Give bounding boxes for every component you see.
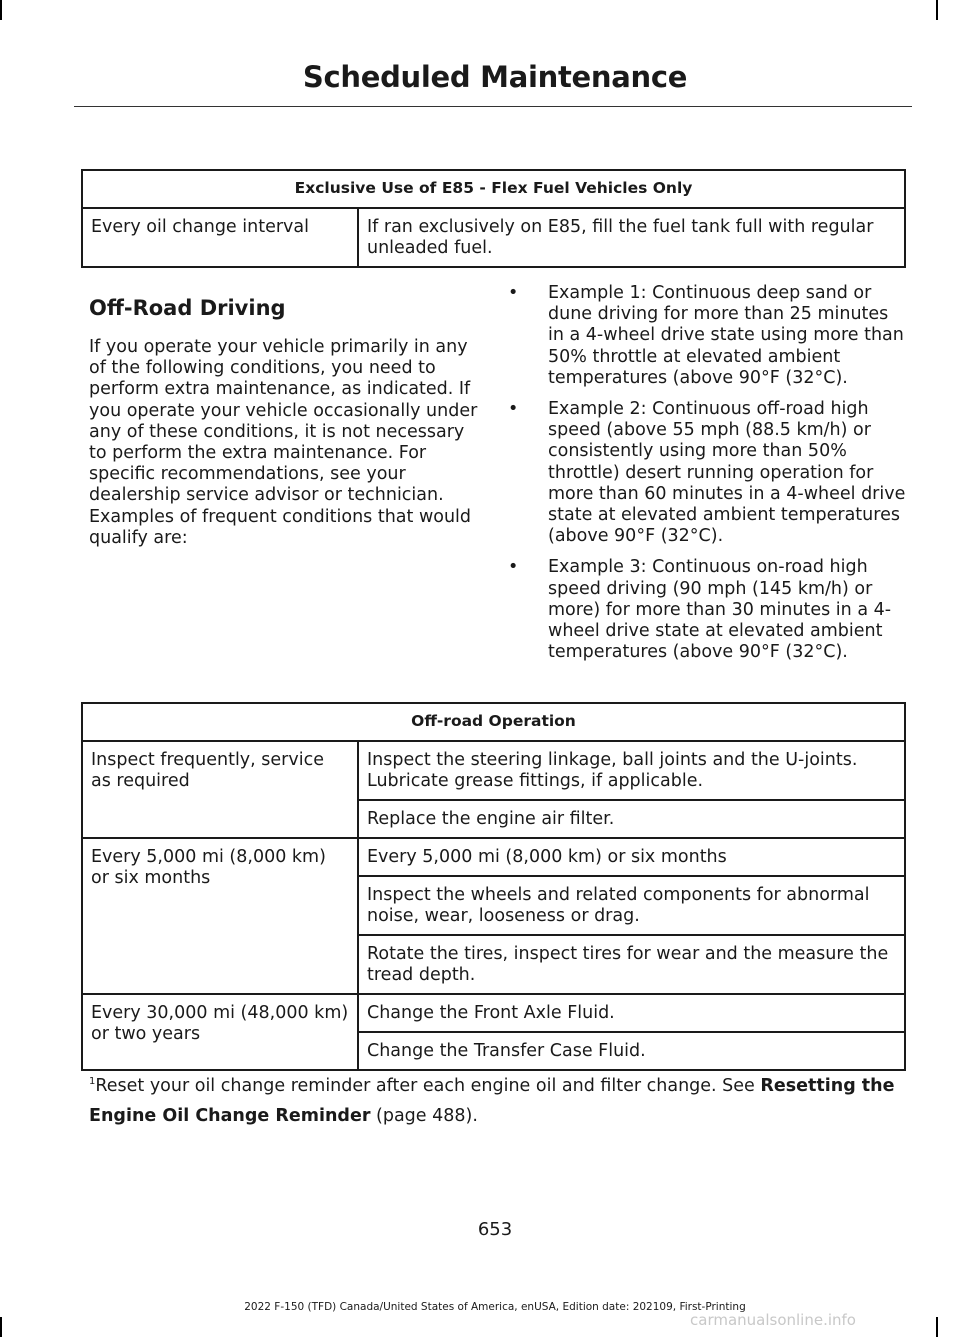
example-text: Example 2: Continuous off-road high speed (above 55 mph (88.5 km/h) or consistently using more than 50% throttle) desert running operation for more than 60 minutes in a 4-wheel drive state at elevated ambient temperatures (above 90°F (32°C). [548,399,906,547]
section-heading: Off-Road Driving [89,296,286,320]
action-cell: Change the Front Axle Fluid. [358,994,905,1032]
table-row [82,741,905,800]
action-cell: Rotate the tires, inspect tires for wear and the measure the tread depth. [358,935,905,994]
interval-cell: Every oil change interval [82,208,358,267]
action-cell: Inspect the wheels and related components for abnormal noise, wear, looseness or drag. [358,876,905,935]
crop-mark [0,0,2,20]
list-item [508,557,908,663]
list-item [508,399,908,547]
footnote-text: Reset your oil change reminder after each engine oil and filter change. See [95,1076,761,1096]
e85-table-caption: Exclusive Use of E85 - Flex Fuel Vehicles Only [82,170,905,208]
footnote-link[interactable]: Resetting the Engine Oil Change Reminder [89,1076,895,1126]
header-divider [74,106,912,107]
footer-edition: 2022 F-150 (TFD) Canada/United States of America, enUSA, Edition date: 202109, First-Printing [244,1301,746,1313]
table-row [82,208,905,267]
offroad-table [81,702,906,1071]
table-row [82,838,905,876]
page-number: 653 [477,1219,513,1240]
example-text: Example 3: Continuous on-road high speed driving (90 mph (145 km/h) or more) for more than 30 minutes in a 4-wheel drive state at elevated ambient temperatures (above 90°F (32°C). [548,557,892,663]
watermark: carmanualsonline.info [690,1311,856,1329]
crop-mark [936,0,938,20]
action-cell: Every 5,000 mi (8,000 km) or six months [358,838,905,876]
list-item [508,283,908,389]
crop-mark [936,1317,938,1337]
offroad-table-caption: Off-road Operation [82,703,905,741]
action-cell: Inspect the steering linkage, ball joints and the U-joints. Lubricate grease fittings, if applicable. [358,741,905,800]
action-cell: Replace the engine air filter. [358,800,905,838]
interval-cell: Every 30,000 mi (48,000 km) or two years [82,994,358,1070]
footnote [89,1067,909,1131]
interval-cell: Inspect frequently, service as required [82,741,358,838]
table-row [82,994,905,1032]
bullet-icon: • [508,283,519,303]
action-cell: Change the Transfer Case Fluid. [358,1032,905,1070]
bullet-icon: • [508,557,519,578]
action-cell: If ran exclusively on E85, fill the fuel tank full with regular unleaded fuel. [358,208,905,267]
interval-cell: Every 5,000 mi (8,000 km) or six months [82,838,358,994]
footnote-page-ref: (page 488). [370,1106,478,1126]
crop-mark [0,1317,2,1337]
footnote-marker: 1 [89,1076,96,1087]
e85-table [81,169,906,268]
section-paragraph: If you operate your vehicle primarily in any of the following conditions, you need to perform extra maintenance, as indicated. If you operate your vehicle occasionally under any of these conditions, it is not necessary to perform the extra maintenance. For specific recommendations, see your dealership service advisor or technician. Examples of frequent conditions that would qualify are: [89,337,478,548]
example-text: Example 1: Continuous deep sand or dune driving for more than 25 minutes in a 4-wheel drive state using more than 50% throttle at elevated ambient temperatures (above 90°F (32°C). [548,283,904,388]
page-title: Scheduled Maintenance [302,60,688,94]
bullet-icon: • [508,399,519,420]
examples-list [508,283,908,673]
